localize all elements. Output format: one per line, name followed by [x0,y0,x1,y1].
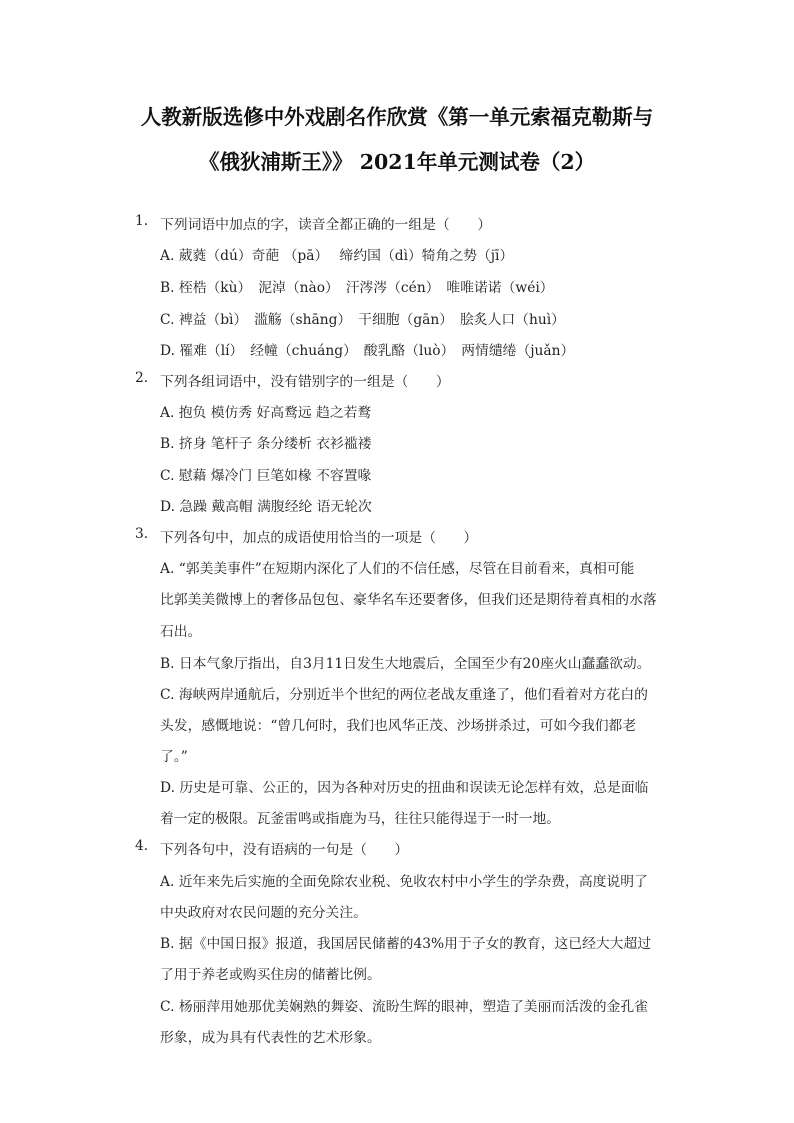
option-line: C. 裨益（bì） 滥觞（shāng） 干细胞（gān） 脍炙人口（huì） [160,312,565,328]
option-line: A. 葳蕤（dú）奇葩 （pā） 缔约国（dì）犄角之势（jī） [160,248,514,264]
option-line: C. 海峡两岸通航后，分别近半个世纪的两位老战友重逢了，他们看着对方花白的 [160,687,648,703]
option-line: C. 杨丽萍用她那优美娴熟的舞姿、流盼生辉的眼神，塑造了美丽而活泼的金孔雀 [160,999,648,1015]
title-line-1: 人教新版选修中外戏剧名作欣赏《第一单元索福克勒斯与 [140,105,654,129]
question-stem: 下列词语中加点的字，读音全都正确的一组是（ ） [160,217,492,233]
option-line: 了用于养老或购买住房的储蓄比例。 [160,967,381,983]
title-line-2: 《俄狄浦斯王》》 2021年单元测试卷（2） [198,150,596,174]
option-line: 头发，感慨地说：“曾几何时，我们也风华正茂、沙场拼杀过，可如今我们都老 [160,718,637,734]
question-number: 3. [135,526,149,542]
option-line: A. 近年来先后实施的全面免除农业税、免收农村中小学生的学杂费，高度说明了 [160,874,648,890]
option-line: C. 慰藉 爆冷门 巨笔如椽 不容置喙 [160,468,372,484]
question-stem: 下列各句中，加点的成语使用恰当的一项是（ ） [160,530,478,546]
option-line: 比郭美美微博上的奢侈品包包、豪华名车还要奢侈，但我们还是期待着真相的水落 [160,592,657,608]
option-line: 了。” [160,749,188,765]
question-stem: 下列各句中，没有语病的一句是（ ） [160,842,409,858]
option-line: 形象，成为具有代表性的艺术形象。 [160,1030,381,1046]
question-stem: 下列各组词语中，没有错别字的一组是（ ） [160,374,450,390]
option-line: 着一定的极限。瓦釜雷鸣或指鹿为马，往往只能得逞于一时一地。 [160,811,561,827]
question-number: 1. [135,213,149,229]
option-line: B. 挤身 笔杆子 条分缕析 衣衫褴褛 [160,436,372,452]
option-line: 中央政府对农民问题的充分关注。 [160,905,367,921]
question-number: 2. [135,370,149,386]
question-number: 4. [135,838,149,854]
option-line: 石出。 [160,624,202,640]
option-line: A. “郭美美事件”在短期内深化了人们的不信任感，尽管在目前看来，真相可能 [160,561,635,577]
option-line: D. 历史是可靠、公正的，因为各种对历史的扭曲和误读无论怎样有效，总是面临 [160,780,649,796]
option-line: A. 抱负 模仿秀 好高鹜远 趋之若鹜 [160,405,372,421]
option-line: B. 日本气象厅指出，自3月11日发生大地震后，全国至少有20座火山蠢蠢欲动。 [160,656,651,672]
option-line: D. 罹难（lí） 经幢（chuáng） 酸乳酪（luò） 两情缱绻（juǎn） [160,343,575,359]
option-line: B. 桎梏（kù） 泥淖（nào） 汗涔涔（cén） 唯唯诺诺（wéi） [160,280,554,296]
option-line: D. 急躁 戴高帽 满腹经纶 语无轮次 [160,499,372,515]
option-line: B. 据《中国日报》报道，我国居民储蓄的43%用于子女的教育，这已经大大超过 [160,936,652,952]
